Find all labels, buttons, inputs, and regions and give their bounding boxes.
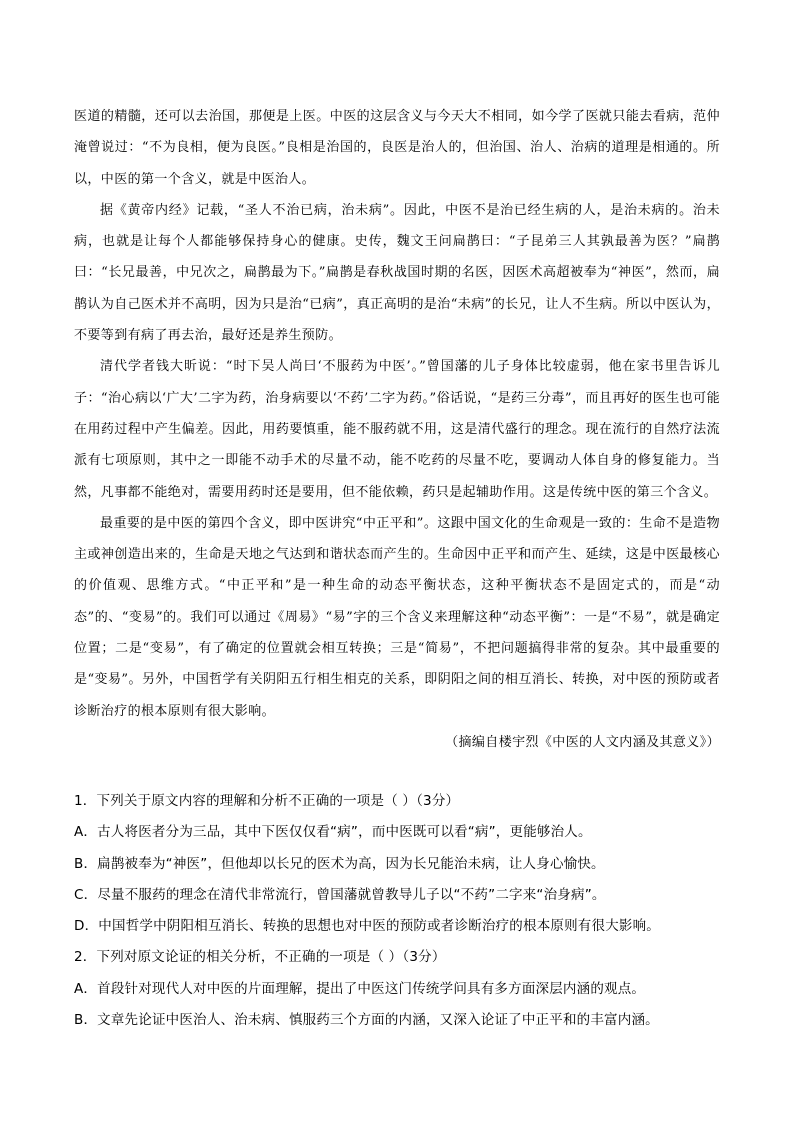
question-1-option-c: C．尽量不服药的理念在清代非常流行，曾国藩就曾教导儿子以“不药”二字来“治身病”。 — [74, 886, 606, 903]
passage-source: （摘编自楼宇烈《中医的人文内涵及其意义》） — [445, 734, 720, 750]
passage-paragraph-2: 据《黄帝内经》记载，“圣人不治已病，治未病”。因此，中医不是治已经生病的人，是治未病的。治未病，也就是让每个人都能够保持身心的健康。史传，魏文王问扁鹊曰：“子昆弟三人其孰最善为医？”扁鹊曰：“长兄最善，中兄次之，扁鹊最为下。”扁鹊是春秋战国时期的名医，因医术高超被奉为“神医”，然而，扁鹊认为自己医术并不高明，因为只是治“已病”，真正高明的是治“未病”的长兄，让人不生病。所以中医认为，不要等到有病了再去治，最好还是养生预防。 — [74, 202, 720, 344]
question-1-option-d: D．中国哲学中阴阳相互消长、转换的思想也对中医的预防或者诊断治疗的根本原则有很大影响。 — [74, 918, 660, 935]
question-list — [74, 786, 734, 1036]
reading-passage — [74, 101, 720, 758]
question-2-stem: 2．下列对原文论证的相关分析，不正确的一项是（ ）（3分） — [74, 949, 446, 966]
question-1-option-b: B．扁鹊被奉为“神医”，但他却以长兄的医术为高，因为长兄能治未病，让人身心愉快。 — [74, 855, 605, 872]
passage-paragraph-4: 最重要的是中医的第四个含义，即中医讲究“中正平和”。这跟中国文化的生命观是一致的：生命不是造物主或神创造出来的，生命是天地之气达到和谐状态而产生的。生命因中正平和而产生、延续，这是中医最核心的价值观、思维方式。“中正平和”是一种生命的动态平衡状态，这种平衡状态不是固定式的，而是“动态”的、“变易”的。我们可以通过《周易》“易”字的三个含义来理解这种“动态平衡”：一是“不易”，就是确定位置；二是“变易”，有了确定的位置就会相互转换；三是“简易”，不把问题搞得非常的复杂。其中最重要的是“变易”。另外，中国哲学有关阴阳五行相生相克的关系，即阴阳之间的相互消长、转换，对中医的预防或者诊断治疗的根本原则有很大影响。 — [74, 515, 720, 719]
passage-paragraph-3: 清代学者钱大昕说：“时下吴人尚曰‘不服药为中医’。”曾国藩的儿子身体比较虚弱，他在家书里告诉儿子：“治心病以‘广大’二字为药，治身病要以‘不药’二字为药。”俗话说，“是药三分毒”，而且再好的医生也可能在用药过程中产生偏差。因此，用药要慎重，能不服药就不用，这是清代盛行的理念。现在流行的自然疗法流派有七项原则，其中之一即能不动手术的尽量不动，能不吃药的尽量不吃，要调动人体自身的修复能力。当然，凡事都不能绝对，需要用药时还是要用，但不能依赖，药只是起辅助作用。这是传统中医的第三个含义。 — [74, 359, 720, 500]
question-2-option-b: B．文章先论证中医治人、治未病、慎服药三个方面的内涵，又深入论证了中正平和的丰富内涵。 — [74, 1012, 659, 1029]
question-1-option-a: A．古人将医者分为三品，其中下医仅仅看“病”，而中医既可以看“病”，更能够治人。 — [74, 824, 592, 841]
question-1-stem: 1．下列关于原文内容的理解和分析不正确的一项是（ ）（3分） — [74, 793, 460, 809]
passage-paragraph-1: 医道的精髓，还可以去治国，那便是上医。中医的这层含义与今天大不相同，如今学了医就只能去看病，范仲淹曾说过：“不为良相，便为良医。”良相是治国的，良医是治人的，但治国、治人、治病的道理是相通的。所以，中医的第一个含义，就是中医治人。 — [74, 109, 720, 187]
question-2-option-a: A．首段针对现代人对中医的片面理解，提出了中医这门传统学问具有多方面深层内涵的观点。 — [74, 980, 646, 997]
